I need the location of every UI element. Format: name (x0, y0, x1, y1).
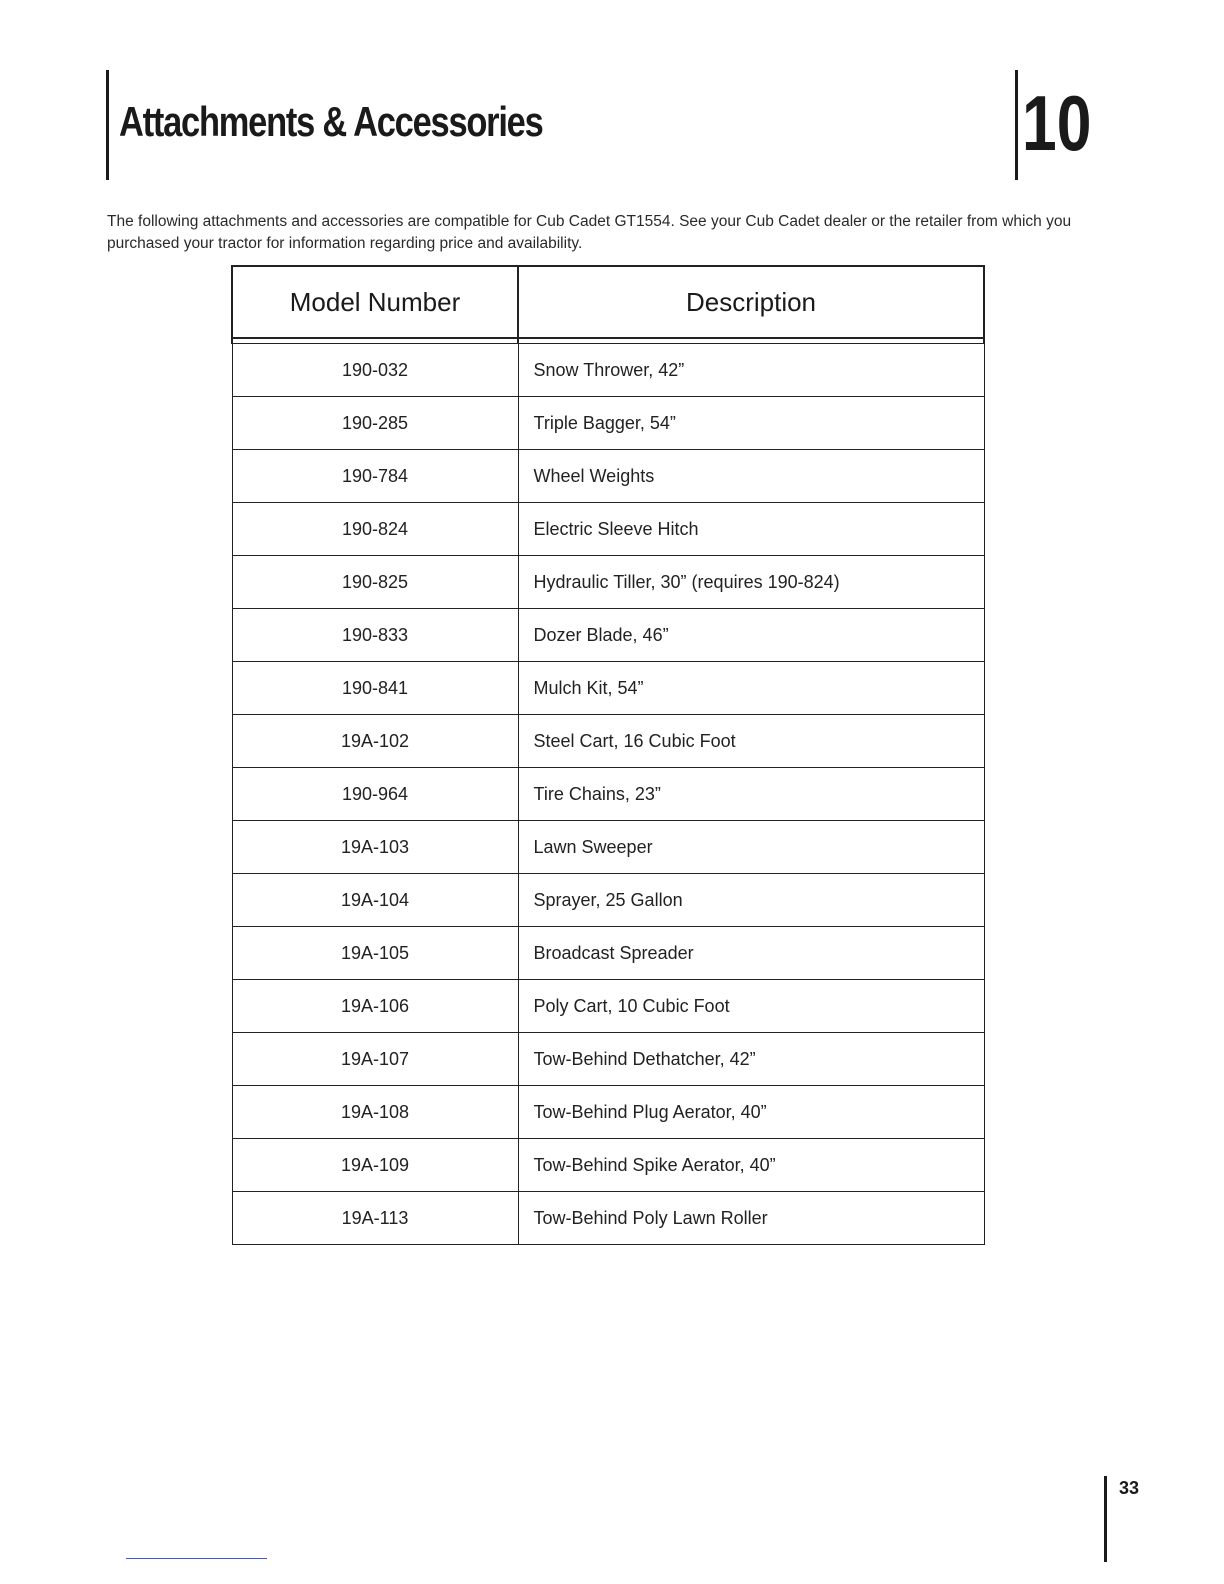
model-number-cell: 190-285 (232, 397, 518, 450)
accessories-table-container (231, 265, 983, 1245)
table-row (232, 821, 984, 874)
model-number-cell: 190-032 (232, 344, 518, 397)
model-number-cell: 190-825 (232, 556, 518, 609)
header-model-number: Model Number (232, 266, 518, 338)
table-row (232, 503, 984, 556)
description-cell: Tire Chains, 23” (518, 768, 984, 821)
table-row (232, 768, 984, 821)
description-cell: Electric Sleeve Hitch (518, 503, 984, 556)
model-number-cell: 190-833 (232, 609, 518, 662)
model-number-cell: 19A-103 (232, 821, 518, 874)
description-cell: Wheel Weights (518, 450, 984, 503)
page-title: Attachments & Accessories (119, 98, 543, 145)
model-number-cell: 19A-107 (232, 1033, 518, 1086)
description-cell: Steel Cart, 16 Cubic Foot (518, 715, 984, 768)
table-row (232, 874, 984, 927)
description-cell: Hydraulic Tiller, 30” (requires 190-824) (518, 556, 984, 609)
chapter-number: 10 (1022, 79, 1092, 167)
table-row (232, 715, 984, 768)
model-number-cell: 19A-105 (232, 927, 518, 980)
footer-link-line (126, 1558, 267, 1559)
description-cell: Tow-Behind Spike Aerator, 40” (518, 1139, 984, 1192)
model-number-cell: 190-824 (232, 503, 518, 556)
model-number-cell: 190-784 (232, 450, 518, 503)
chapter-rule (1015, 70, 1018, 180)
description-cell: Mulch Kit, 54” (518, 662, 984, 715)
table-row (232, 609, 984, 662)
title-rule (106, 70, 109, 180)
table-row (232, 1192, 984, 1245)
table-row (232, 1139, 984, 1192)
description-cell: Broadcast Spreader (518, 927, 984, 980)
model-number-cell: 19A-102 (232, 715, 518, 768)
model-number-cell: 19A-104 (232, 874, 518, 927)
model-number-cell: 19A-108 (232, 1086, 518, 1139)
table-row (232, 450, 984, 503)
model-number-cell: 19A-106 (232, 980, 518, 1033)
description-cell: Lawn Sweeper (518, 821, 984, 874)
accessories-table (231, 265, 985, 1245)
page-number: 33 (1119, 1478, 1140, 1498)
description-cell: Snow Thrower, 42” (518, 344, 984, 397)
header-description: Description (518, 266, 984, 338)
table-header-row (232, 266, 984, 338)
description-cell: Tow-Behind Poly Lawn Roller (518, 1192, 984, 1245)
model-number-cell: 190-841 (232, 662, 518, 715)
table-row (232, 980, 984, 1033)
model-number-cell: 190-964 (232, 768, 518, 821)
table-row (232, 1086, 984, 1139)
table-row (232, 344, 984, 397)
intro-paragraph: The following attachments and accessories are compatible for Cub Cadet GT1554. See your Cub Cadet dealer or the retailer from which you purchased your tractor for information regarding price and availability. (107, 213, 1072, 252)
description-cell: Sprayer, 25 Gallon (518, 874, 984, 927)
table-row (232, 556, 984, 609)
description-cell: Tow-Behind Dethatcher, 42” (518, 1033, 984, 1086)
description-cell: Poly Cart, 10 Cubic Foot (518, 980, 984, 1033)
description-cell: Dozer Blade, 46” (518, 609, 984, 662)
table-row (232, 927, 984, 980)
description-cell: Tow-Behind Plug Aerator, 40” (518, 1086, 984, 1139)
page-number-rule (1104, 1476, 1107, 1562)
description-cell: Triple Bagger, 54” (518, 397, 984, 450)
table-row (232, 397, 984, 450)
model-number-cell: 19A-109 (232, 1139, 518, 1192)
table-row (232, 662, 984, 715)
table-row (232, 1033, 984, 1086)
model-number-cell: 19A-113 (232, 1192, 518, 1245)
